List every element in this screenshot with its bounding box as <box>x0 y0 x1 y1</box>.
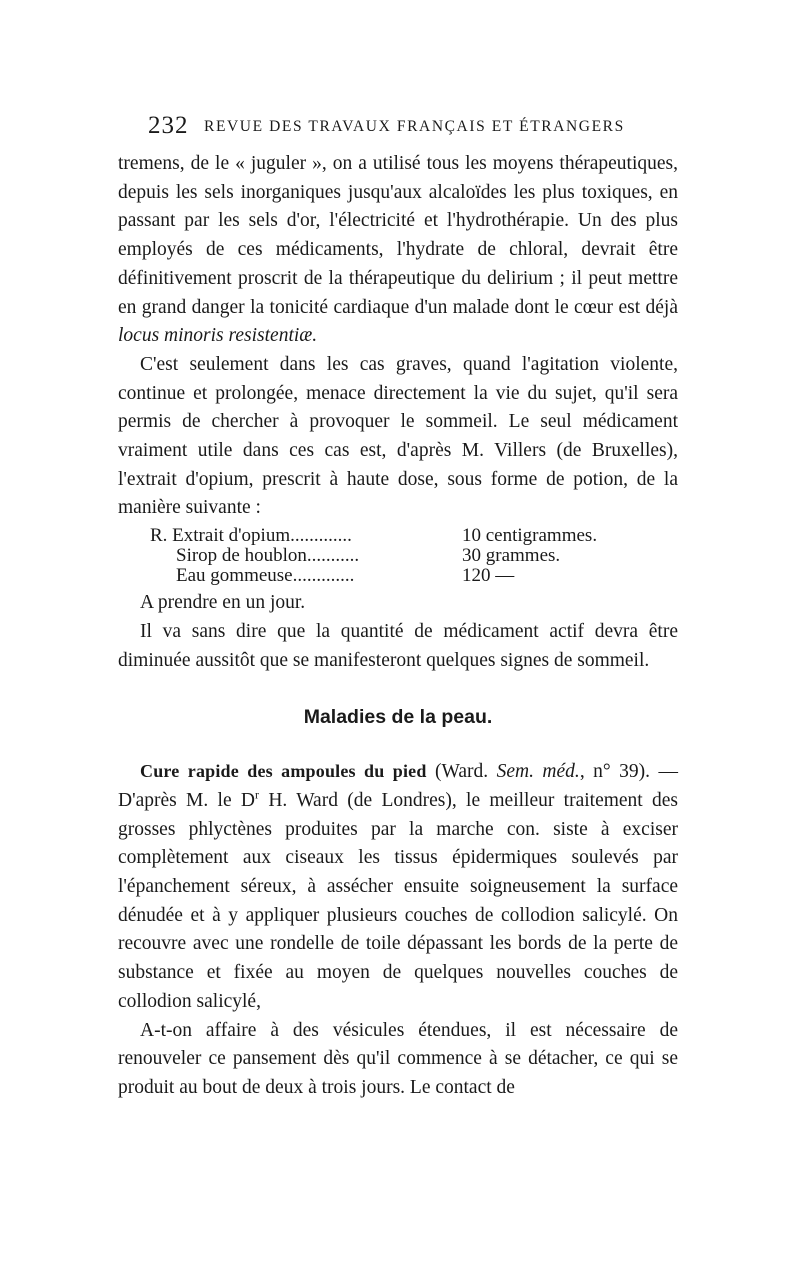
paragraph-delirium <box>118 150 678 351</box>
prescription-line <box>150 565 514 587</box>
prescription-dose: 30 grammes. <box>462 545 561 567</box>
runin-heading: Cure rapide des ampoules du pied <box>140 761 427 782</box>
title-superscript: r <box>255 787 260 802</box>
paragraph-opium: C'est seulement dans les cas graves, quand l'agitation violente, continue et prolongée, menace directement la vie du sujet, qu'il sera permis de chercher à provoquer le sommeil. Le seul médicament vraiment utile dans ces cas est, d'après M. Villers (de Bruxelles), l'extrait d'opium, prescrit à haute dose, sous forme de potion, de la manière suivante : <box>118 353 678 519</box>
prescription-item: Eau gommeuse............. <box>176 565 355 587</box>
section-title: Maladies de la peau. <box>303 706 493 729</box>
paragraph-ampoules <box>118 757 678 1016</box>
latin-phrase: locus minoris resistentiæ. <box>118 325 318 347</box>
prescription-item: R. Extrait d'opium............. <box>150 525 352 547</box>
journal-name: Sem. méd. <box>496 761 580 783</box>
paragraph-instruction: A prendre en un jour. <box>140 592 306 614</box>
prescription-block <box>118 523 678 589</box>
prescription-dose: 10 centigrammes. <box>462 525 598 547</box>
paragraph-dosage: Il va sans dire que la quantité de médicament actif devra être diminuée aussitôt que se manifesteront quelques signes de sommeil. <box>118 620 678 671</box>
page-number: 232 <box>148 112 189 139</box>
page-header <box>148 112 688 142</box>
citation-close: , n° 39). — D'après M. le D <box>118 761 678 811</box>
body-text <box>118 150 678 1103</box>
prescription-line <box>150 545 560 567</box>
prescription-item: Sirop de houblon........... <box>176 545 360 567</box>
paragraph-text: H. Ward (de Londres), le meilleur traitement des grosses phlyctènes produites par la marche con. siste à exciser complètement aux ciseaux les tissus épidermiques soulevés par l'épanchement séreux, à assécher ensuite soigneusement la surface dénudée et à y appliquer plusieurs couches de collodion salicylé. On recouvre avec une rondelle de toile dépassant les bords de la perte de substance et fixée au moyen de quelques nouvelles couches de collodion salicylé, <box>118 789 679 1012</box>
prescription-dose: 120 — <box>462 565 515 587</box>
citation-open: (Ward. <box>426 761 497 783</box>
paragraph-vesicules: A-t-on affaire à des vésicules étendues, il est nécessaire de renouveler ce pansement dès qu'il commence à se détacher, ce qui se produit au bout de deux à trois jours. Le contact de <box>118 1019 678 1098</box>
paragraph-text: tremens, de le « juguler », on a utilisé tous les moyens thérapeutiques, depuis les sels inorganiques jusqu'aux alcaloïdes les plus toxiques, en passant par les sels d'or, l'électricité et l'hydrothérapie. Un des plus employés de ces médicaments, l'hydrate de chloral, devrait être définitivement proscrit de la thérapeutique du delirium ; il peut mettre en grand danger la tonicité cardiaque d'un malade dont le cœur est déjà <box>118 153 678 318</box>
prescription-line <box>150 525 597 547</box>
running-title: REVUE DES TRAVAUX FRANÇAIS ET ÉTRANGERS <box>204 118 625 135</box>
